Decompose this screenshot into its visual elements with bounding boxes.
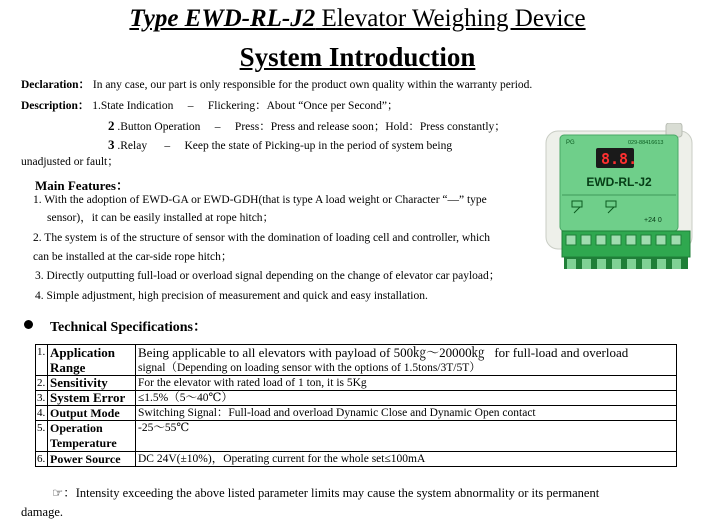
spec-value [136,345,677,376]
spec-name: Sensitivity [48,376,136,391]
feature-3: 3. Directly outputting full-load or overload signal depending on the change of elevator car payload； [35,270,501,282]
title-rest: Elevator Weighing Device [315,5,586,32]
feature-2: 2. The system is of the structure of sensor with the domination of loading cell and controller, which [33,232,490,244]
bullet-icon [24,320,33,329]
spec-num: 4. [36,406,48,421]
spec-value-line: Being applicable to all elevators with payload of 500㎏～20000㎏ for full-load and overload [138,345,629,360]
description-item-3-num: 3 [108,137,115,152]
description-item-3-continued: unadjusted or fault； [21,156,119,168]
spec-num: 1. [36,345,48,376]
spec-num: 3. [36,391,48,406]
note-line-2: damage. [21,505,63,519]
feature-1: 1. With the adoption of EWD-GA or EWD-GDH(that is type A load weight or Character “—” type [33,194,487,206]
spec-value: For the elevator with rated load of 1 ton, it is 5Kg [136,376,677,391]
spec-name: Power Source [48,452,136,467]
table-row [36,376,677,391]
declaration-text: In any case, our part is only responsible for the product own quality within the warranty period. [89,79,533,91]
description-item-3: .Relay – Keep the state of Picking-up in the period of system being [114,140,453,152]
spec-value: -25～55℃ [136,421,677,452]
device-pg-label: PG [566,140,575,146]
device-voltage-label: +24 0 [644,217,662,224]
description-line-3 [108,137,452,154]
description-item-2: .Button Operation – Press：Press and release soon；Hold：Press constantly； [114,121,506,133]
spec-value: ≤1.5%（5～40℃） [136,391,677,406]
description-line-2 [108,118,506,135]
spec-num: 2. [36,376,48,391]
device-photo [540,123,698,273]
page-title [0,4,715,34]
device-led-display: 8.8. [601,150,638,168]
description-label: Description： [21,100,90,112]
table-row [36,345,677,376]
spec-name: Operation Temperature [48,421,136,452]
title-model: Type EWD-RL-J2 [129,5,316,32]
pointing-hand-icon: ☞ [52,486,64,500]
spec-table [35,344,677,467]
description-item-1: 1.State Indication – Flickering：About “Once per Second”； [89,100,399,112]
device-phone: 029-88416613 [628,140,664,146]
description-line-1 [21,99,399,114]
tech-heading: Technical Specifications： [50,320,207,335]
description-item-2-num: 2 [108,118,115,133]
feature-4: 4. Simple adjustment, high precision of measurement and quick and easy installation. [35,290,428,302]
declaration [21,78,532,93]
spec-value-line: signal（Depending on loading sensor with the options of 1.5tons/3T/5T） [138,362,481,374]
device-model-label: EWD-RL-J2 [586,175,652,189]
table-row [36,391,677,406]
spec-value: DC 24V(±10%)，Operating current for the whole set≤100mA [136,452,677,467]
note-line-1 [52,484,599,502]
table-row [36,421,677,452]
note-text: ：Intensity exceeding the above listed parameter limits may cause the system abnormality or its permanent [63,486,600,500]
spec-name: Application Range [48,345,136,376]
spec-num: 6. [36,452,48,467]
spec-value: Switching Signal：Full-load and overload Dynamic Close and Dynamic Open contact [136,406,677,421]
spec-name: System Error [48,391,136,406]
features-heading: Main Features： [35,178,129,193]
page-subtitle: System Introduction [239,42,476,72]
feature-2-continued: can be installed at the car-side rope hitch； [33,251,233,263]
spec-num: 5. [36,421,48,452]
feature-1-continued: sensor)，it can be easily installed at rope hitch； [47,212,275,224]
table-row [36,452,677,467]
declaration-label: Declaration： [21,79,90,91]
spec-name: Output Mode [48,406,136,421]
table-row [36,406,677,421]
